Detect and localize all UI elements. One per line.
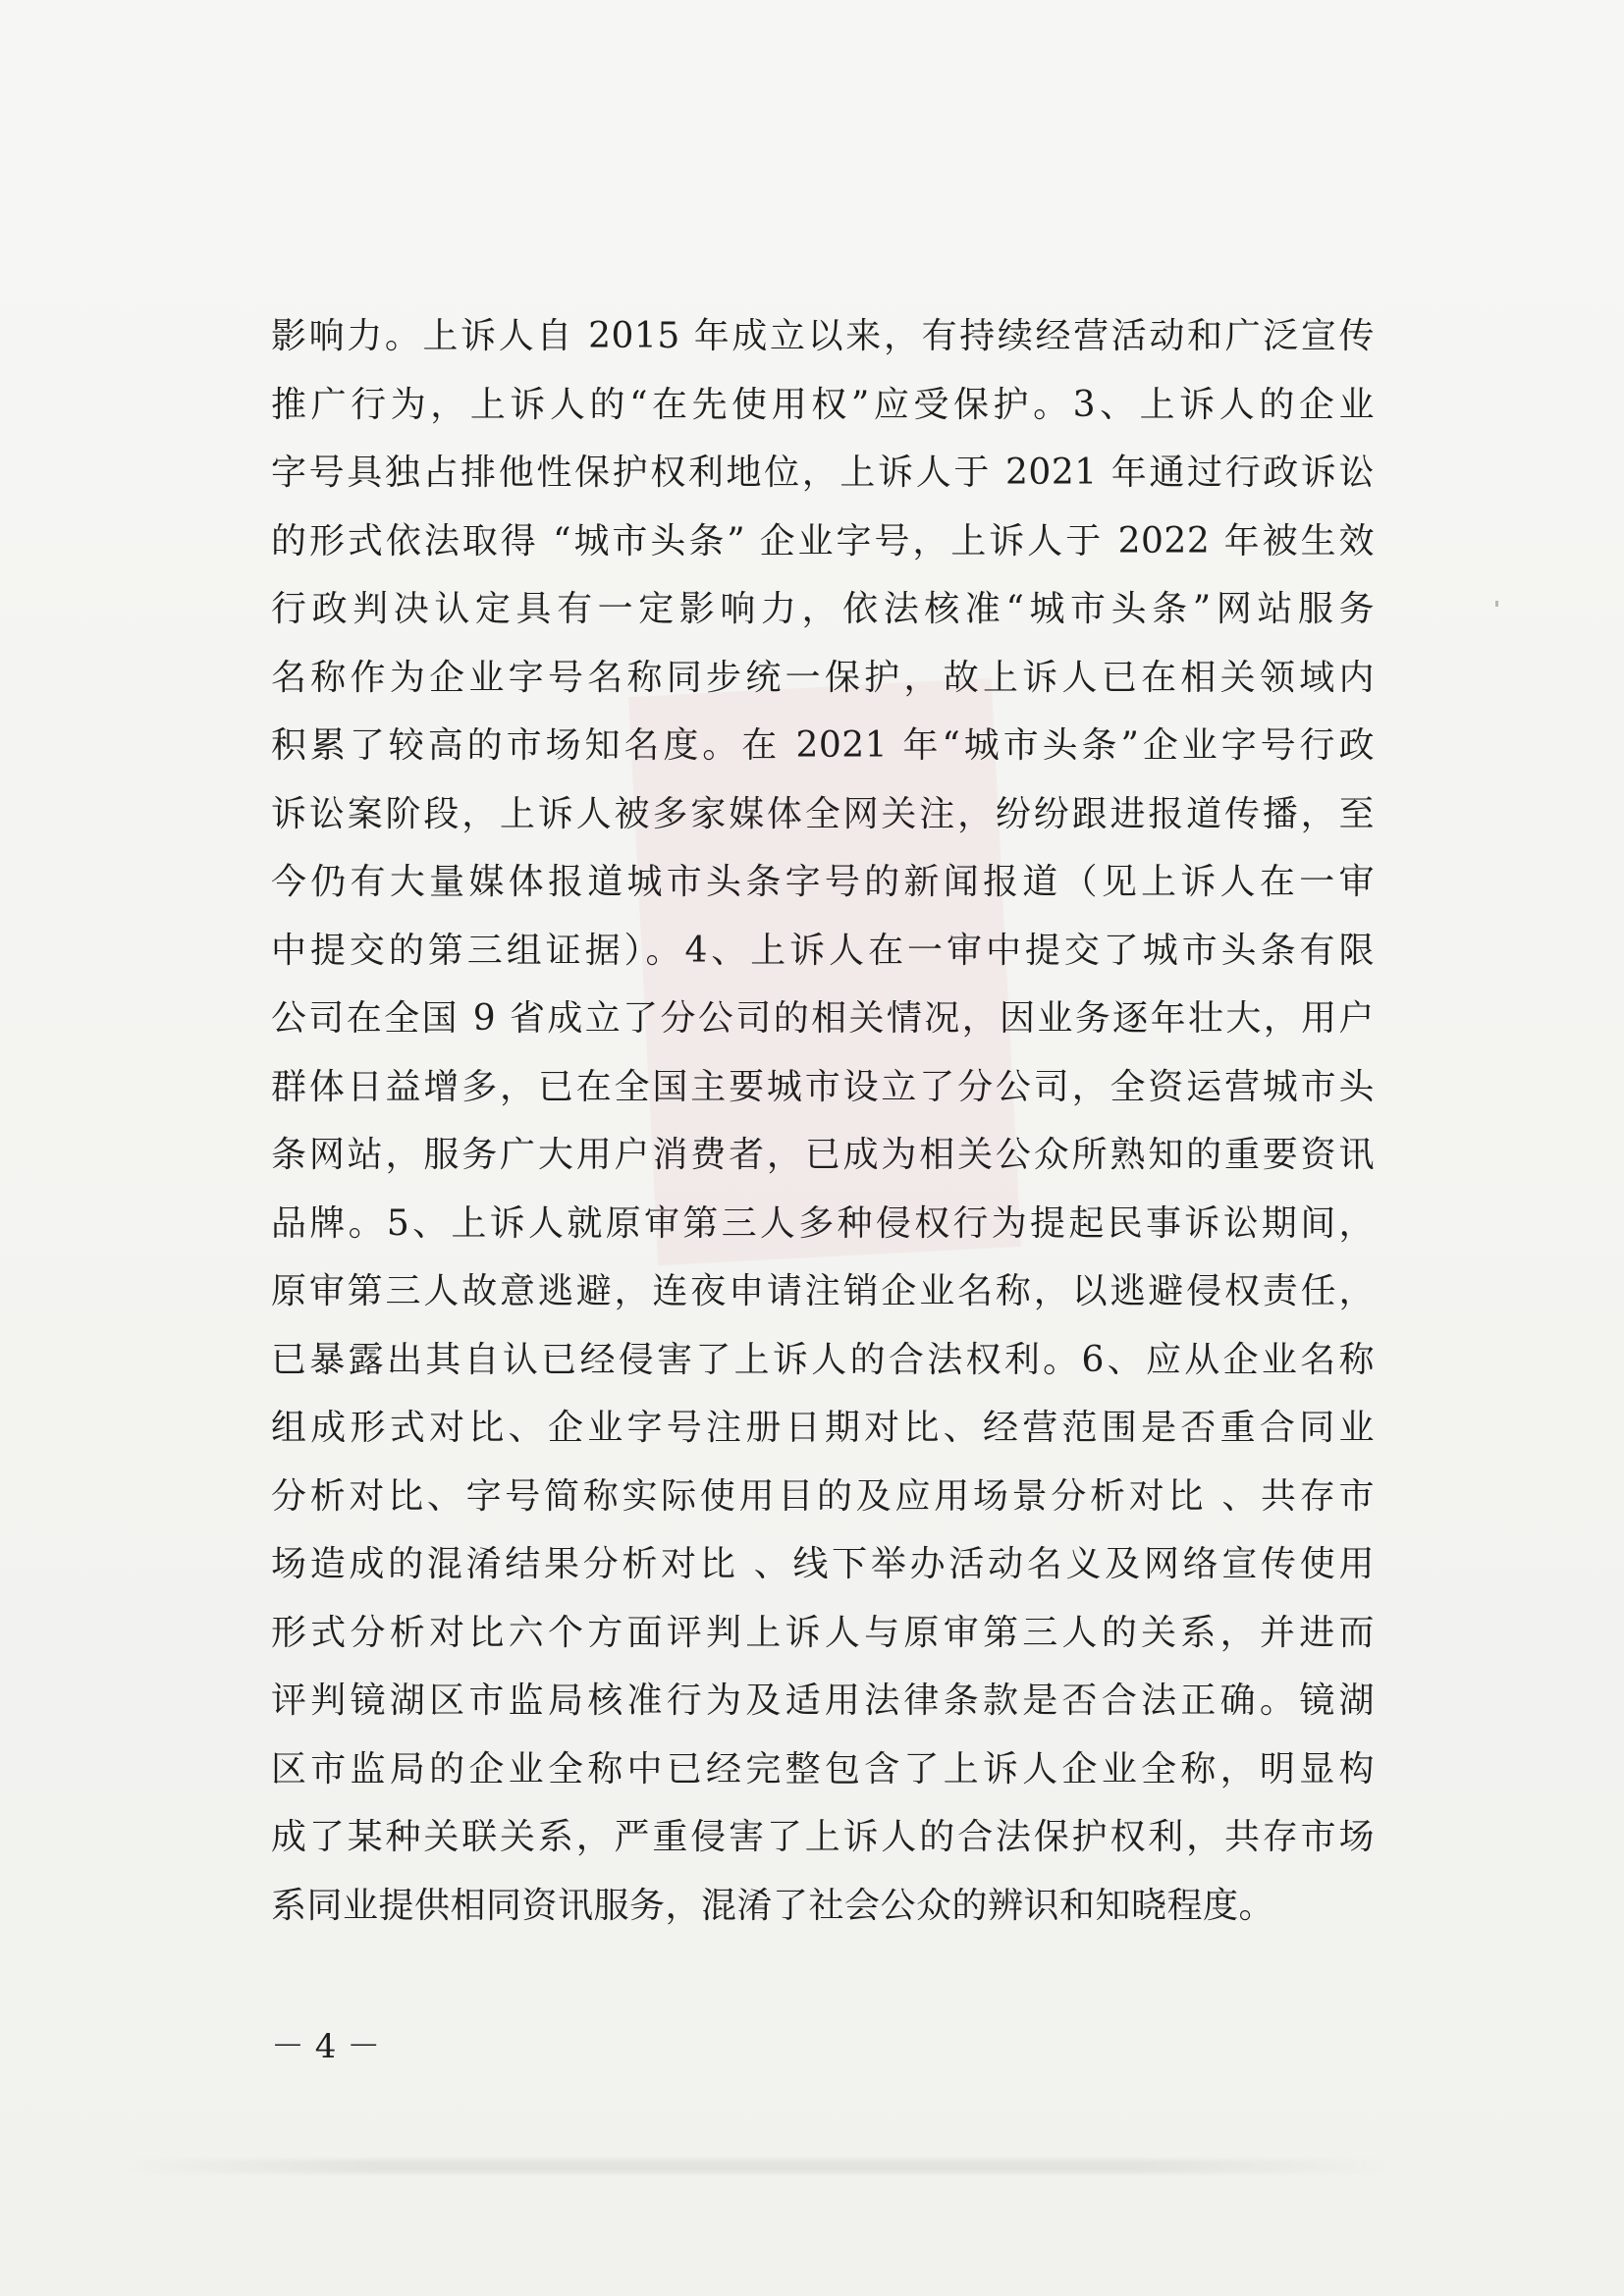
text-line: 积累了较高的市场知名度。在 2021 年“城市头条”企业字号行政 (271, 725, 1375, 766)
text-line: 字号具独占排他性保护权利地位，上诉人于 2021 年通过行政诉讼 (271, 453, 1375, 493)
body-paragraph (271, 302, 1375, 1940)
text-line: 评判镜湖区市监局核准行为及适用法律条款是否合法正确。镜湖 (271, 1681, 1375, 1721)
text-line: 推广行为，上诉人的“在先使用权”应受保护。3、上诉人的企业 (271, 384, 1375, 425)
text-line: 群体日益增多，已在全国主要城市设立了分公司，全资运营城市头 (271, 1066, 1375, 1107)
text-line: 品牌。5、上诉人就原审第三人多种侵权行为提起民事诉讼期间， (271, 1202, 1375, 1244)
text-line: 成了某种关联关系，严重侵害了上诉人的合法保护权利，共存市场 (271, 1817, 1375, 1857)
text-line: 分析对比、字号简称实际使用目的及应用场景分析对比 、共存市 (271, 1475, 1375, 1517)
text-line: 名称作为企业字号名称同步统一保护，故上诉人已在相关领域内 (271, 657, 1375, 698)
text-line: 影响力。上诉人自 2015 年成立以来，有持续经营活动和广泛宣传 (271, 316, 1375, 356)
text-line: 行政判决认定具有一定影响力，依法核准“城市头条”网站服务 (271, 589, 1375, 629)
text-line: 诉讼案阶段，上诉人被多家媒体全网关注，纷纷跟进报道传播，至 (271, 793, 1375, 834)
scan-bleed-through (118, 2160, 1394, 2173)
text-line: 形式分析对比六个方面评判上诉人与原审第三人的关系，并进而 (271, 1612, 1375, 1653)
text-line: 原审第三人故意逃避，连夜申请注销企业名称，以逃避侵权责任， (271, 1271, 1375, 1311)
text-line: 场造成的混淆结果分析对比 、线下举办活动名义及网络宣传使用 (271, 1544, 1375, 1584)
text-line: 公司在全国 9 省成立了分公司的相关情况，因业务逐年壮大，用户 (271, 998, 1375, 1039)
text-line: 条网站，服务广大用户消费者，已成为相关公众所熟知的重要资讯 (271, 1135, 1375, 1175)
page-number: － 4 － (271, 2027, 381, 2066)
text-line: 中提交的第三组证据）。4、上诉人在一审中提交了城市头条有限 (271, 930, 1375, 971)
text-line: 区市监局的企业全称中已经完整包含了上诉人企业全称，明显构 (271, 1748, 1375, 1789)
text-line: 系同业提供相同资讯服务，混淆了社会公众的辨识和知晓程度。 (271, 1885, 1275, 1926)
text-line: 今仍有大量媒体报道城市头条字号的新闻报道（见上诉人在一审 (271, 862, 1375, 902)
text-line: 已暴露出其自认已经侵害了上诉人的合法权利。6、应从企业名称 (271, 1339, 1375, 1380)
text-line: 的形式依法取得 “城市头条” 企业字号，上诉人于 2022 年被生效 (271, 520, 1375, 561)
scan-speck (1495, 601, 1498, 607)
text-line: 组成形式对比、企业字号注册日期对比、经营范围是否重合同业 (271, 1408, 1375, 1448)
